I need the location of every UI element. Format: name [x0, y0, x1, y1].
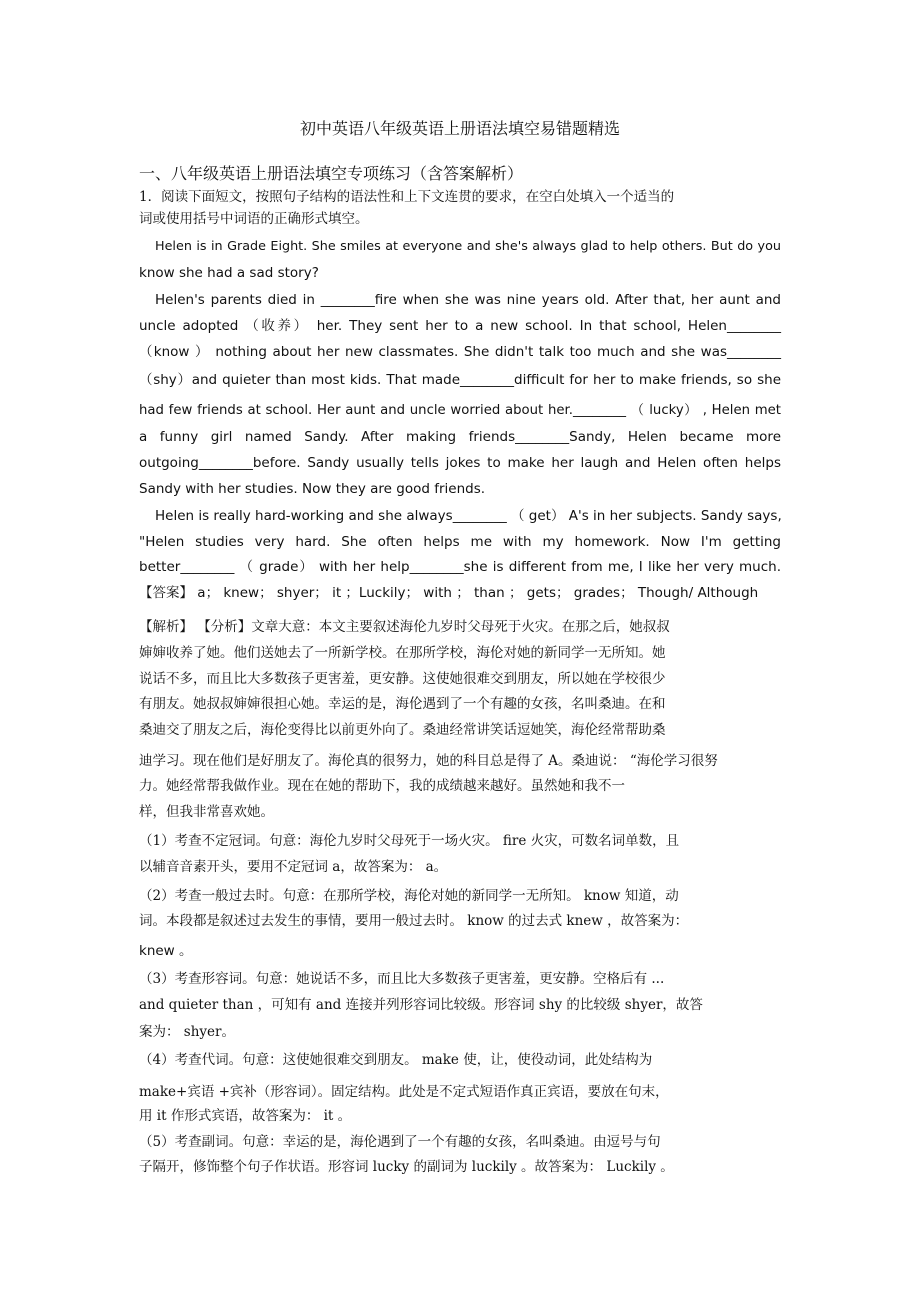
analysis-line: 力。她经常帮我做作业。现在在她的帮助下，我的成绩越来越好。虽然她和我不一	[139, 778, 625, 794]
passage-line: had few friends at school. Her aunt and uncle worried about her.________ （ lucky） , Helen met	[139, 403, 781, 418]
analysis-line: 说话不多，而且比大多数孩子更害羞，更安静。这使她很难交到朋友，所以她在学校很少	[139, 671, 666, 687]
question-instruction: 1．阅读下面短文，按照句子结构的语法性和上下文连贯的要求，在空白处填入一个适当的	[139, 189, 675, 205]
explanation-line: （4）考查代词。句意：这使她很难交到朋友。 make 使，让，使役动词，此处结构为	[139, 1052, 653, 1068]
explanation-line: （1）考查不定冠词。句意：海伦九岁时父母死于一场火灾。 fire 火灾，可数名词单数，且	[139, 833, 680, 849]
analysis-line: 迪学习。现在他们是好朋友了。海伦真的很努力，她的科目总是得了 A。桑迪说： “海伦学习很努	[139, 753, 718, 769]
passage-line: outgoing________before. Sandy usually tells jokes to make her laugh and Helen often helps	[139, 455, 781, 471]
analysis-line: 样，但我非常喜欢她。	[139, 804, 274, 820]
explanation-line: 以辅音音素开头，要用不定冠词 a，故答案为： a。	[139, 859, 448, 875]
explanation-line: make+宾语 +宾补（形容词）。固定结构。此处是不定式短语作真正宾语，要放在句末，	[139, 1084, 669, 1100]
passage-line: Helen's parents died in ________fire when she was nine years old. After that, her aunt and	[155, 292, 781, 308]
explanation-line: knew 。	[139, 943, 193, 959]
section-heading: 一、八年级英语上册语法填空专项练习（含答案解析）	[139, 164, 524, 183]
explanation-line: （2）考查一般过去时。句意：在那所学校，海伦对她的新同学一无所知。 know 知道，动	[139, 888, 679, 904]
passage-line: "Helen studies very hard. She often helps me with my homework. Now I'm getting	[139, 534, 781, 550]
passage-line: a funny girl named Sandy. After making friends________Sandy, Helen became more	[139, 429, 781, 445]
explanation-line: 用 it 作形式宾语，故答案为： it 。	[139, 1108, 352, 1124]
analysis-line: 婶婶收养了她。他们送她去了一所新学校。在那所学校，海伦对她的新同学一无所知。她	[139, 645, 666, 661]
passage-line: （know ） nothing about her new classmates. She didn't talk too much and she was________	[139, 344, 781, 360]
explanation-line: （3）考查形容词。句意：她说话不多，而且比大多数孩子更害羞，更安静。空格后有 ...	[139, 971, 665, 987]
passage-line: （shy）and quieter than most kids. That made________difficult for her to make friends, so she	[139, 372, 781, 388]
passage-line: uncle adopted （收养） her. They sent her to a new school. In that school, Helen________	[139, 318, 781, 334]
passage-line: better________ （ grade） with her help________she is different from me, I like her very much.	[139, 559, 781, 575]
explanation-line: 词。本段都是叙述过去发生的事情，要用一般过去时。 know 的过去式 knew ，故答案为：	[139, 913, 689, 929]
analysis-line: 桑迪交了朋友之后，海伦变得比以前更外向了。桑迪经常讲笑话逗她笑，海伦经常帮助桑	[139, 722, 666, 738]
analysis-line: 有朋友。她叔叔婶婶很担心她。幸运的是，海伦遇到了一个有趣的女孩，名叫桑迪。在和	[139, 696, 666, 712]
passage-line: know she had a sad story?	[139, 265, 319, 281]
passage-line: Sandy with her studies. Now they are good friends.	[139, 481, 486, 497]
explanation-line: and quieter than ，可知有 and 连接并列形容词比较级。形容词 shy 的比较级 shyer，故答	[139, 997, 703, 1013]
document-title: 初中英语八年级英语上册语法填空易错题精选	[299, 119, 620, 138]
explanation-line: （5）考查副词。句意：幸运的是，海伦遇到了一个有趣的女孩，名叫桑迪。由逗号与句	[139, 1134, 661, 1150]
passage-line: Helen is really hard-working and she always________ （ get） A's in her subjects. Sandy says,	[155, 508, 782, 524]
analysis-line: 【解析】 【分析】文章大意：本文主要叙述海伦九岁时父母死于火灾。在那之后，她叔叔	[139, 619, 670, 635]
explanation-line: 案为： shyer。	[139, 1024, 235, 1040]
passage-line: Helen is in Grade Eight. She smiles at everyone and she's always glad to help others. But do you	[155, 239, 781, 254]
answer-line: 【答案】 a； knew； shyer； it ；Luckily； with ； than ； gets； grades； Though/ Although	[139, 585, 759, 601]
explanation-line: 子隔开，修饰整个句子作状语。形容词 lucky 的副词为 luckily 。故答案为： Luckily 。	[139, 1159, 674, 1175]
question-instruction: 词或使用括号中词语的正确形式填空。	[139, 211, 369, 227]
